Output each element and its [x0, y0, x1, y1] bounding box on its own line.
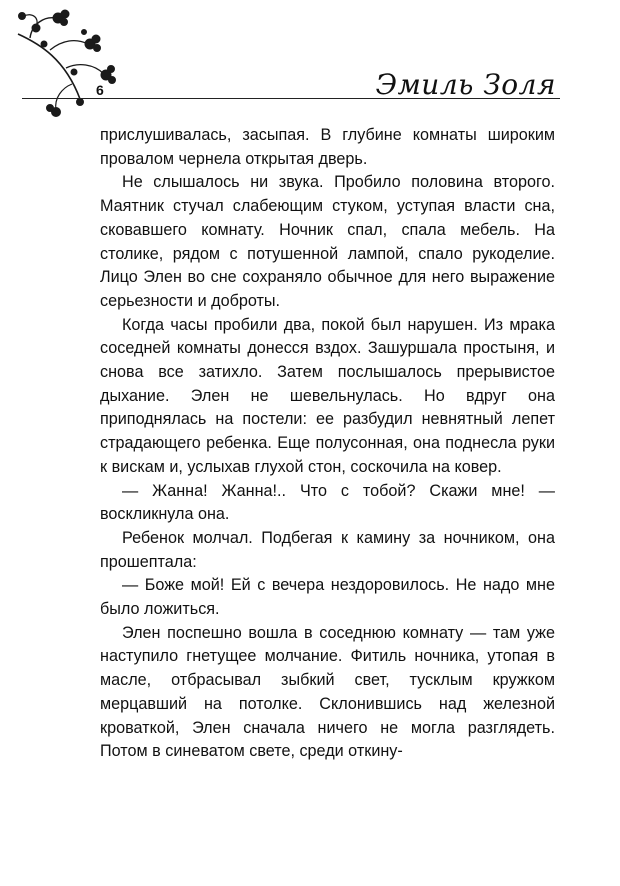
running-head-author: Эмиль Золя: [375, 68, 556, 101]
paragraph: Ребенок молчал. Подбегая к камину за ночником, она прошептала:: [100, 528, 555, 571]
floral-ornament-icon: [10, 4, 120, 120]
paragraph: Не слышалось ни звука. Пробило половина второго. Маятник стучал слабеющим стуком, уступая власти сна, сковавшего комнату. Ночник спал, спала мебель. На столике, рядом с потушенной лампой, спало рукоделие. Лицо Элен во сне сохраняло обычное для него выражение серьезности и доброты.: [100, 173, 555, 310]
paragraph: — Боже мой! Ей с вечера нездоровилось. Не надо мне было ложиться.: [100, 576, 555, 619]
paragraph: Элен поспешно вошла в соседнюю комнату — там уже наступило гнетущее молчание. Фитиль ночника, утопая в масле, отбрасывал зыбкий свет, тусклым кружком мерцавший на потолке. Склонившись над железной кроваткой, Элен сначала ничего не могла разглядеть. Потом в синеватом свете, среди откину-: [100, 623, 555, 761]
paragraph: Когда часы пробили два, покой был нарушен. Из мрака соседней комнаты донесся вздох. Зашуршала простыня, и снова все затихло. Затем послышалось прерывистое дыхание. Элен не шевельнулась. Но вдруг она приподнялась на постели: ее разбудил невнятный лепет страдающего ребенка. Еще полусонная, она поднесла руки к вискам и, услыхав глухой стон, соскочила на ковер.: [100, 315, 555, 476]
page-number: 6: [96, 82, 104, 98]
paragraph: — Жанна! Жанна!.. Что с тобой? Скажи мне! — воскликнула она.: [100, 481, 555, 524]
body-text: [100, 124, 555, 764]
paragraph: прислушивалась, засыпая. В глубине комнаты широким провалом чернела открытая дверь.: [100, 126, 555, 168]
